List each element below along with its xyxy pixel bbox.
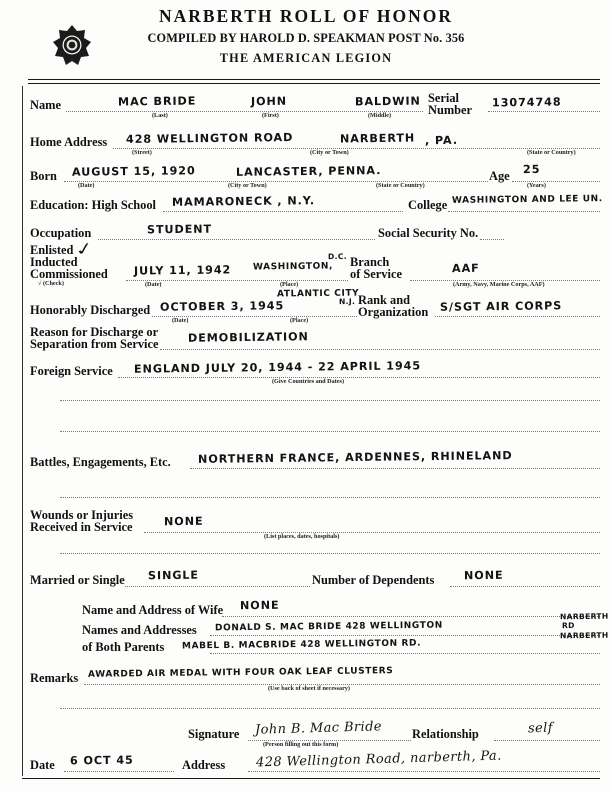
name-last-value[interactable]: MAC BRIDE	[117, 94, 197, 109]
married-rule	[125, 586, 310, 587]
reason-label-line1: Reason for Discharge or	[30, 325, 159, 339]
address-rule	[248, 771, 600, 772]
rank-label-line1: Rank and	[358, 293, 411, 307]
state-sublabel: (State or Country)	[527, 149, 576, 156]
discharge-place-state-value[interactable]: N.J.	[338, 296, 356, 307]
parents-label-line1: Names and Addresses	[82, 623, 197, 637]
parent2-value[interactable]: MABEL B. MACBRIDE 428 WELLINGTON RD.	[181, 638, 422, 652]
reason-label-line2: Separation from Service	[30, 337, 159, 351]
wounds-rule	[144, 532, 600, 533]
age-value[interactable]: 25	[522, 162, 541, 177]
serial-field-rule	[488, 111, 600, 112]
wife-label: Name and Address of Wife	[82, 603, 224, 617]
date-label: Date	[30, 758, 55, 772]
wounds-label-line1: Wounds or Injuries	[30, 508, 134, 522]
wounds-value[interactable]: NONE	[163, 514, 204, 529]
college-rule	[448, 211, 600, 212]
high-school-value[interactable]: MAMARONECK , N.Y.	[171, 194, 316, 209]
relationship-rule	[494, 740, 600, 741]
rank-label-line2: Organization	[358, 305, 429, 319]
rank-value[interactable]: S/SGT AIR CORPS	[439, 299, 563, 314]
wounds-sublabel: (List places, dates, hospitals)	[264, 533, 340, 540]
address-street-value[interactable]: 428 WELLINGTON ROAD	[125, 130, 294, 147]
remarks-value[interactable]: AWARDED AIR MEDAL WITH FOUR OAK LEAF CLUSTERS	[87, 666, 394, 680]
commissioned-label: Commissioned	[30, 267, 108, 281]
occupation-label: Occupation	[30, 226, 92, 240]
enlist-date-sublabel: (Date)	[145, 281, 162, 288]
header-subtitle-post: COMPILED BY HAROLD D. SPEAKMAN POST No. 356	[147, 31, 465, 45]
enlisted-label: Enlisted	[30, 243, 74, 257]
parent1-rule	[210, 635, 600, 636]
city-sublabel: (City or Town)	[310, 149, 349, 156]
battles-value[interactable]: NORTHERN FRANCE, ARDENNES, RHINELAND	[197, 449, 513, 466]
parent2-rule	[210, 653, 600, 654]
branch-value[interactable]: AAF	[451, 261, 480, 276]
born-place-value[interactable]: LANCASTER, PENNA.	[235, 164, 382, 179]
wounds-label-line2: Received in Service	[30, 520, 133, 534]
address-label: Address	[182, 758, 226, 772]
remarks-label: Remarks	[30, 671, 79, 685]
blank-rule-2	[60, 431, 600, 432]
enlist-date-value[interactable]: JULY 11, 1942	[133, 263, 232, 278]
blank-rule-3	[60, 497, 600, 498]
college-value[interactable]: WASHINGTON AND LEE UN.	[451, 194, 603, 206]
parents-label-line2: of Both Parents	[82, 640, 165, 654]
serial-number-value[interactable]: 13074748	[491, 95, 562, 110]
discharged-label: Honorably Discharged	[30, 303, 151, 317]
name-label: Name	[30, 98, 61, 112]
date-rule	[64, 771, 174, 772]
foreign-service-label: Foreign Service	[30, 364, 113, 378]
serial-label-line2: Number	[428, 103, 473, 117]
serial-label-line1: Serial	[428, 91, 459, 105]
relationship-value[interactable]: self	[527, 720, 554, 737]
wife-value[interactable]: NONE	[239, 598, 280, 613]
enlist-place-state-value[interactable]: D.C.	[327, 251, 347, 262]
occupation-value[interactable]: STUDENT	[146, 222, 213, 237]
page-title: NARBERTH ROLL OF HONOR	[158, 6, 454, 26]
branch-label-line2: of Service	[350, 267, 402, 281]
born-label: Born	[30, 169, 57, 183]
reason-value[interactable]: DEMOBILIZATION	[187, 330, 309, 345]
foreign-service-sublabel: (Give Countries and Dates)	[272, 378, 345, 385]
inducted-label: Inducted	[30, 255, 78, 269]
blank-rule-5	[60, 708, 600, 709]
enlist-place-sublabel: (Place)	[280, 281, 299, 288]
name-last-sublabel: (Last)	[152, 112, 168, 119]
name-first-sublabel: (First)	[262, 112, 279, 119]
discharge-place-value[interactable]: ATLANTIC CITY	[276, 288, 360, 300]
remarks-sublabel: (Use back of sheet if necessary)	[268, 685, 350, 692]
born-date-value[interactable]: AUGUST 15, 1920	[71, 164, 196, 179]
parent1-rd-value[interactable]: RD	[561, 620, 575, 631]
home-address-label: Home Address	[30, 135, 108, 149]
education-label: Education: High School	[30, 198, 156, 212]
foreign-service-rule	[118, 377, 600, 378]
born-state-sublabel: (State or Country)	[376, 182, 425, 189]
signature-label: Signature	[188, 727, 240, 741]
blank-rule-1	[60, 400, 600, 401]
page-frame-left	[22, 86, 23, 776]
age-label: Age	[489, 169, 510, 183]
battles-rule	[190, 468, 600, 469]
check-sublabel: √ (Check)	[38, 280, 64, 287]
parent1-value[interactable]: DONALD S. MAC BRIDE 428 WELLINGTON	[214, 620, 443, 634]
street-sublabel: (Street)	[132, 149, 152, 156]
age-sublabel: (Years)	[527, 182, 546, 189]
dependents-label: Number of Dependents	[312, 573, 435, 587]
document-header	[0, 6, 612, 66]
header-divider-secondary	[28, 83, 600, 84]
branch-sublabel: (Army, Navy, Marine Corps, AAF)	[453, 281, 545, 288]
name-middle-sublabel: (Middle)	[368, 112, 392, 119]
page-frame-bottom	[22, 778, 600, 779]
branch-label-line1: Branch	[350, 255, 390, 269]
header-divider	[28, 79, 600, 80]
parent2-town-value[interactable]: NARBERTH	[559, 630, 609, 641]
address-value[interactable]: 428 Wellington Road, narberth, Pa.	[255, 748, 502, 771]
header-subtitle-legion: THE AMERICAN LEGION	[219, 51, 393, 65]
dependents-value[interactable]: NONE	[463, 568, 504, 583]
address-state-value[interactable]: , PA.	[424, 133, 459, 148]
signature-value[interactable]: John B. Mac Bride	[254, 719, 383, 738]
born-date-sublabel: (Date)	[78, 182, 95, 189]
foreign-service-value[interactable]: ENGLAND JULY 20, 1944 - 22 APRIL 1945	[133, 359, 422, 376]
discharge-place-sublabel: (Place)	[290, 317, 309, 324]
born-city-sublabel: (City or Town)	[228, 182, 267, 189]
married-label: Married or Single	[30, 573, 125, 587]
ssn-label: Social Security No.	[378, 226, 479, 240]
reason-rule	[160, 349, 600, 350]
discharge-date-sublabel: (Date)	[172, 317, 189, 324]
occupation-rule	[98, 239, 375, 240]
married-value[interactable]: SINGLE	[147, 568, 200, 583]
relationship-label: Relationship	[412, 727, 479, 741]
address-city-value[interactable]: NARBERTH	[339, 131, 416, 146]
discharge-date-value[interactable]: OCTOBER 3, 1945	[159, 299, 285, 314]
blank-rule-4	[60, 553, 600, 554]
wife-rule	[222, 616, 600, 617]
high-school-rule	[163, 211, 403, 212]
enlisted-check-mark[interactable]: ✓	[72, 237, 97, 261]
date-value[interactable]: 6 OCT 45	[69, 753, 134, 768]
rank-rule	[435, 316, 600, 317]
ssn-rule	[480, 239, 504, 240]
parent1-town-value[interactable]: NARBERTH	[559, 611, 609, 622]
signature-sublabel: (Person filling out this form)	[263, 741, 339, 748]
college-label: College	[408, 198, 448, 212]
dependents-rule	[450, 586, 600, 587]
name-middle-value[interactable]: BALDWIN	[354, 94, 421, 109]
battles-label: Battles, Engagements, Etc.	[30, 455, 171, 469]
enlist-place-value[interactable]: WASHINGTON,	[252, 261, 334, 273]
age-field-rule	[512, 181, 600, 182]
name-first-value[interactable]: JOHN	[250, 94, 288, 109]
